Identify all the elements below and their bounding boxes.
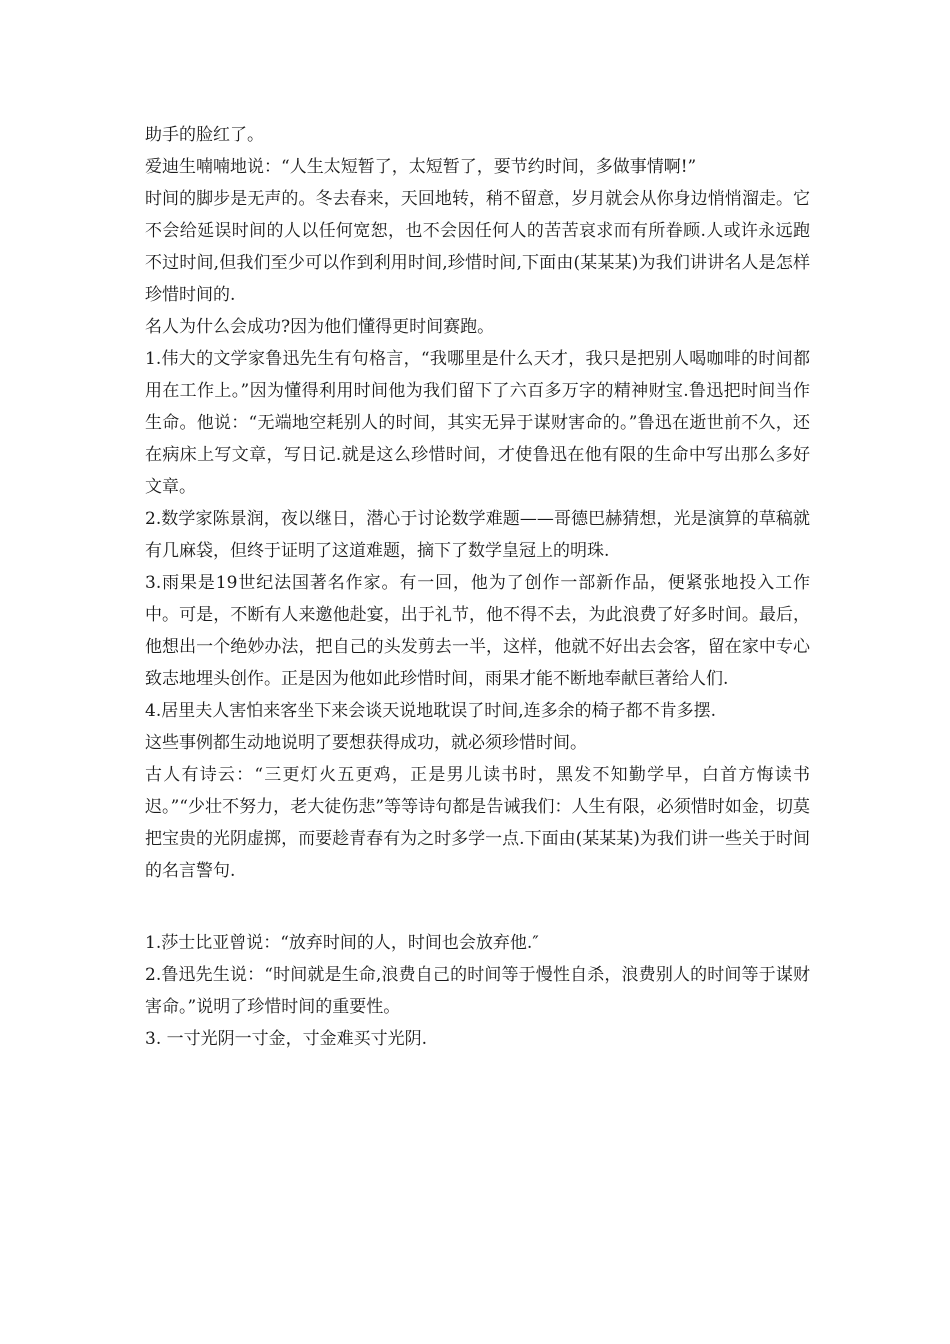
paragraph: 助手的脸红了。 (145, 125, 264, 145)
paragraph: 4.居里夫人害怕来客坐下来会谈天说地耽误了时间,连多余的椅子都不肯多摆. (145, 701, 717, 721)
paragraph: 1.伟大的文学家鲁迅先生有句格言，“我哪里是什么天才，我只是把别人喝咖啡的时间都用在工作上。”因为懂得利用时间他为我们留下了六百多万字的精神财宝.鲁迅把时间当作生命。他说：“无端地空耗别人的时间，其实无异于谋财害命的。”鲁迅在逝世前不久，还在病床上写文章，写日记.就是这么珍惜时间，才使鲁迅在他有限的生命中写出那么多好文章。 (145, 349, 810, 497)
paragraph: 1.莎士比亚曾说：“放弃时间的人，时间也会放弃他.″ (145, 933, 539, 953)
paragraph: 3. 一寸光阴一寸金，寸金难买寸光阴. (145, 1029, 428, 1049)
paragraph: 2.数学家陈景润，夜以继日，潜心于讨论数学难题——哥德巴赫猜想，光是演算的草稿就有几麻袋，但终于证明了这道难题，摘下了数学皇冠上的明珠. (145, 509, 810, 561)
paragraph: 这些事例都生动地说明了要想获得成功，就必须珍惜时间。 (145, 733, 587, 753)
paragraph: 时间的脚步是无声的。冬去春来，天回地转，稍不留意，岁月就会从你身边悄悄溜走。它不会给延误时间的人以任何宽恕，也不会因任何人的苦苦哀求而有所眷顾.人或许永远跑不过时间,但我们至少可以作到利用时间,珍惜时间,下面由(某某某)为我们讲讲名人是怎样珍惜时间的. (145, 189, 810, 305)
document-body (145, 119, 810, 1055)
paragraph: 名人为什么会成功?因为他们懂得更时间赛跑。 (145, 317, 495, 337)
paragraph: 2.鲁迅先生说：“时间就是生命,浪费自己的时间等于慢性自杀，浪费别人的时间等于谋财害命。”说明了珍惜时间的重要性。 (145, 965, 810, 1017)
paragraph: 爱迪生喃喃地说：“人生太短暂了，太短暂了，要节约时间，多做事情啊!” (145, 157, 697, 177)
paragraph: 古人有诗云：“三更灯火五更鸡，正是男儿读书时，黑发不知勤学早，白首方悔读书迟。”“少壮不努力，老大徒伤悲”等等诗句都是告诫我们：人生有限，必须惜时如金，切莫把宝贵的光阴虚掷，而要趁青春有为之时多学一点.下面由(某某某)为我们讲一些关于时间的名言警句. (145, 765, 810, 881)
paragraph: 3.雨果是19世纪法国著名作家。有一回，他为了创作一部新作品，便紧张地投入工作中。可是，不断有人来邀他赴宴，出于礼节，他不得不去，为此浪费了好多时间。最后，他想出一个绝妙办法，把自己的头发剪去一半，这样，他就不好出去会客，留在家中专心致志地埋头创作。正是因为他如此珍惜时间，雨果才能不断地奉献巨著给人们. (145, 573, 810, 689)
